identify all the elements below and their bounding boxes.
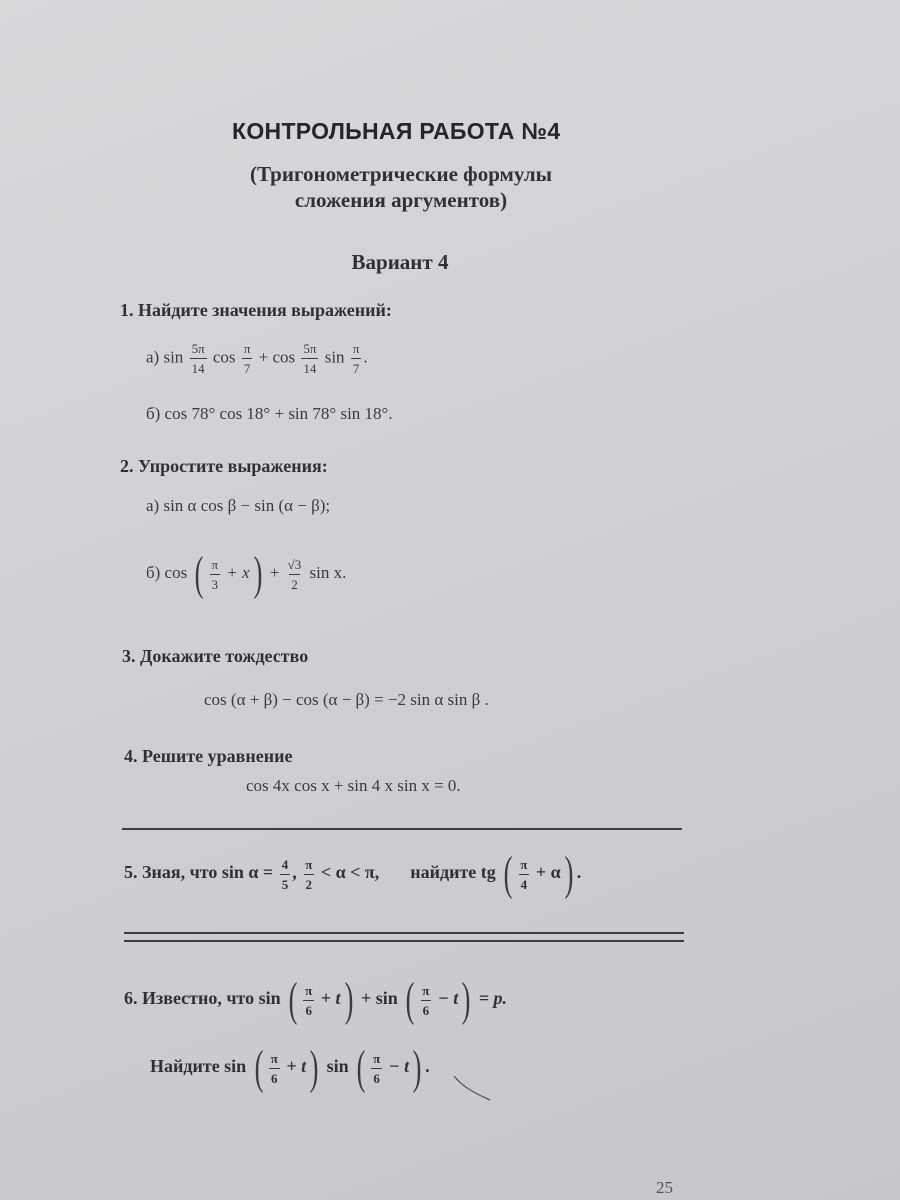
task-6-expression (124, 973, 508, 1026)
task-6-sin: sin (326, 1056, 349, 1077)
task-5-plus-alpha: + α (535, 862, 561, 883)
task-1a-plus-cos: + cos (258, 347, 296, 367)
task-5-comma: , (292, 862, 297, 883)
task-6-eq-p: = p. (478, 988, 508, 1009)
task-2b-plus-x: + x (226, 562, 250, 582)
task-6-prefix: 6. Известно, что sin (124, 988, 281, 1009)
fraction-denominator: 2 (304, 874, 315, 891)
fraction-numerator: π (305, 856, 313, 872)
task-6-plus-t-2: + t (286, 1056, 307, 1077)
fraction (242, 342, 253, 375)
fraction-numerator: π (422, 982, 430, 998)
task-6-find-expression (150, 1041, 430, 1094)
task-1a-end: . (363, 347, 368, 367)
task-1b-expression: б) cos 78° cos 18° + sin 78° sin 18°. (146, 404, 393, 423)
fraction-numerator: π (305, 982, 313, 998)
right-paren: ) (344, 973, 353, 1026)
task-4-formula: cos 4x cos x + sin 4 x sin x = 0. (246, 776, 461, 795)
fraction (351, 342, 362, 375)
task-2b-tail: sin x. (309, 562, 347, 582)
fraction-numerator: π (373, 1050, 381, 1066)
left-paren: ( (503, 847, 513, 900)
right-paren: ) (564, 847, 574, 900)
page-number: 25 (656, 1178, 673, 1197)
fraction (286, 558, 304, 591)
task-5-find: найдите tg (410, 862, 496, 883)
fraction-numerator: 5π (303, 341, 317, 356)
fraction (190, 342, 207, 375)
left-paren: ( (405, 973, 415, 1026)
task-2a-expression: а) sin α cos β − sin (α − β); (146, 496, 331, 515)
task-5-prefix: 5. Зная, что sin α = (124, 862, 274, 883)
fraction-numerator: √3 (287, 556, 302, 572)
fraction-denominator: 14 (301, 358, 318, 375)
fraction-denominator: 7 (242, 358, 253, 375)
fraction-numerator: π (243, 341, 251, 356)
fraction (518, 858, 529, 891)
fraction-denominator: 6 (303, 1000, 314, 1017)
task-4-heading: 4. Решите уравнение (124, 746, 293, 766)
task-2b-prefix: б) cos (146, 562, 188, 582)
fraction (301, 342, 318, 375)
task-6-find: Найдите sin (150, 1056, 247, 1077)
fraction-denominator: 14 (190, 358, 207, 375)
task-6-minus-t: − t (437, 988, 459, 1009)
fraction (269, 1052, 280, 1085)
fraction (280, 858, 291, 891)
fraction (303, 858, 314, 891)
task-3-heading: 3. Докажите тождество (122, 646, 309, 666)
subtitle-line-2: сложения аргументов) (294, 188, 508, 212)
task-1-heading: 1. Найдите значения выражений: (120, 300, 392, 320)
task-1a-cos: cos (212, 347, 236, 367)
fraction-numerator: π (270, 1050, 278, 1066)
task-1a-expression (146, 342, 368, 375)
page-title: КОНТРОЛЬНАЯ РАБОТА №4 (232, 118, 561, 144)
variant-label: Вариант 4 (351, 250, 449, 274)
fraction-denominator: 7 (351, 358, 362, 375)
fraction-denominator: 3 (210, 574, 221, 591)
task-5-expression (124, 847, 582, 900)
fraction-denominator: 5 (280, 874, 291, 891)
fraction-numerator: 5π (191, 341, 205, 356)
double-rule-top (124, 932, 684, 934)
fraction-numerator: 4 (281, 856, 289, 872)
left-paren: ( (288, 973, 298, 1026)
right-paren: ) (253, 547, 262, 600)
task-5-middle: < α < π, (320, 862, 380, 883)
double-rule-bottom (124, 940, 684, 942)
task-2-heading: 2. Упростите выражения: (120, 456, 328, 476)
fraction (303, 984, 314, 1017)
task-2b-expression (146, 547, 347, 600)
task-3-formula: cos (α + β) − cos (α − β) = −2 sin α sin β . (204, 690, 489, 709)
fraction (420, 984, 431, 1017)
task-2b-plus: + (269, 562, 280, 582)
subtitle-line-1: (Тригонометрические формулы (249, 162, 553, 186)
fraction-denominator: 6 (269, 1068, 280, 1085)
fraction-numerator: π (352, 341, 360, 356)
left-paren: ( (254, 1041, 264, 1094)
fraction (209, 558, 220, 591)
pencil-mark-icon (452, 1068, 512, 1108)
fraction-denominator: 2 (289, 574, 300, 591)
right-paren: ) (412, 1041, 422, 1094)
right-paren: ) (309, 1041, 319, 1094)
task-6-plus-sin: + sin (361, 988, 398, 1009)
right-paren: ) (461, 973, 471, 1026)
fraction (371, 1052, 382, 1085)
fraction-numerator: π (520, 856, 528, 872)
task-1a-sin: sin (163, 347, 184, 367)
left-paren: ( (195, 547, 204, 600)
task-1a-sin-2: sin (324, 347, 345, 367)
fraction-denominator: 6 (421, 1000, 432, 1017)
task-6-end: . (425, 1056, 430, 1077)
fraction-denominator: 4 (519, 874, 530, 891)
task-1a-prefix: а) (146, 347, 160, 367)
left-paren: ( (356, 1041, 366, 1094)
task-6-minus-t-2: − t (388, 1056, 410, 1077)
divider-line (122, 828, 682, 830)
task-5-end: . (576, 862, 582, 883)
task-6-plus-t: + t (320, 988, 341, 1009)
fraction-numerator: π (211, 556, 219, 572)
fraction-denominator: 6 (371, 1068, 382, 1085)
